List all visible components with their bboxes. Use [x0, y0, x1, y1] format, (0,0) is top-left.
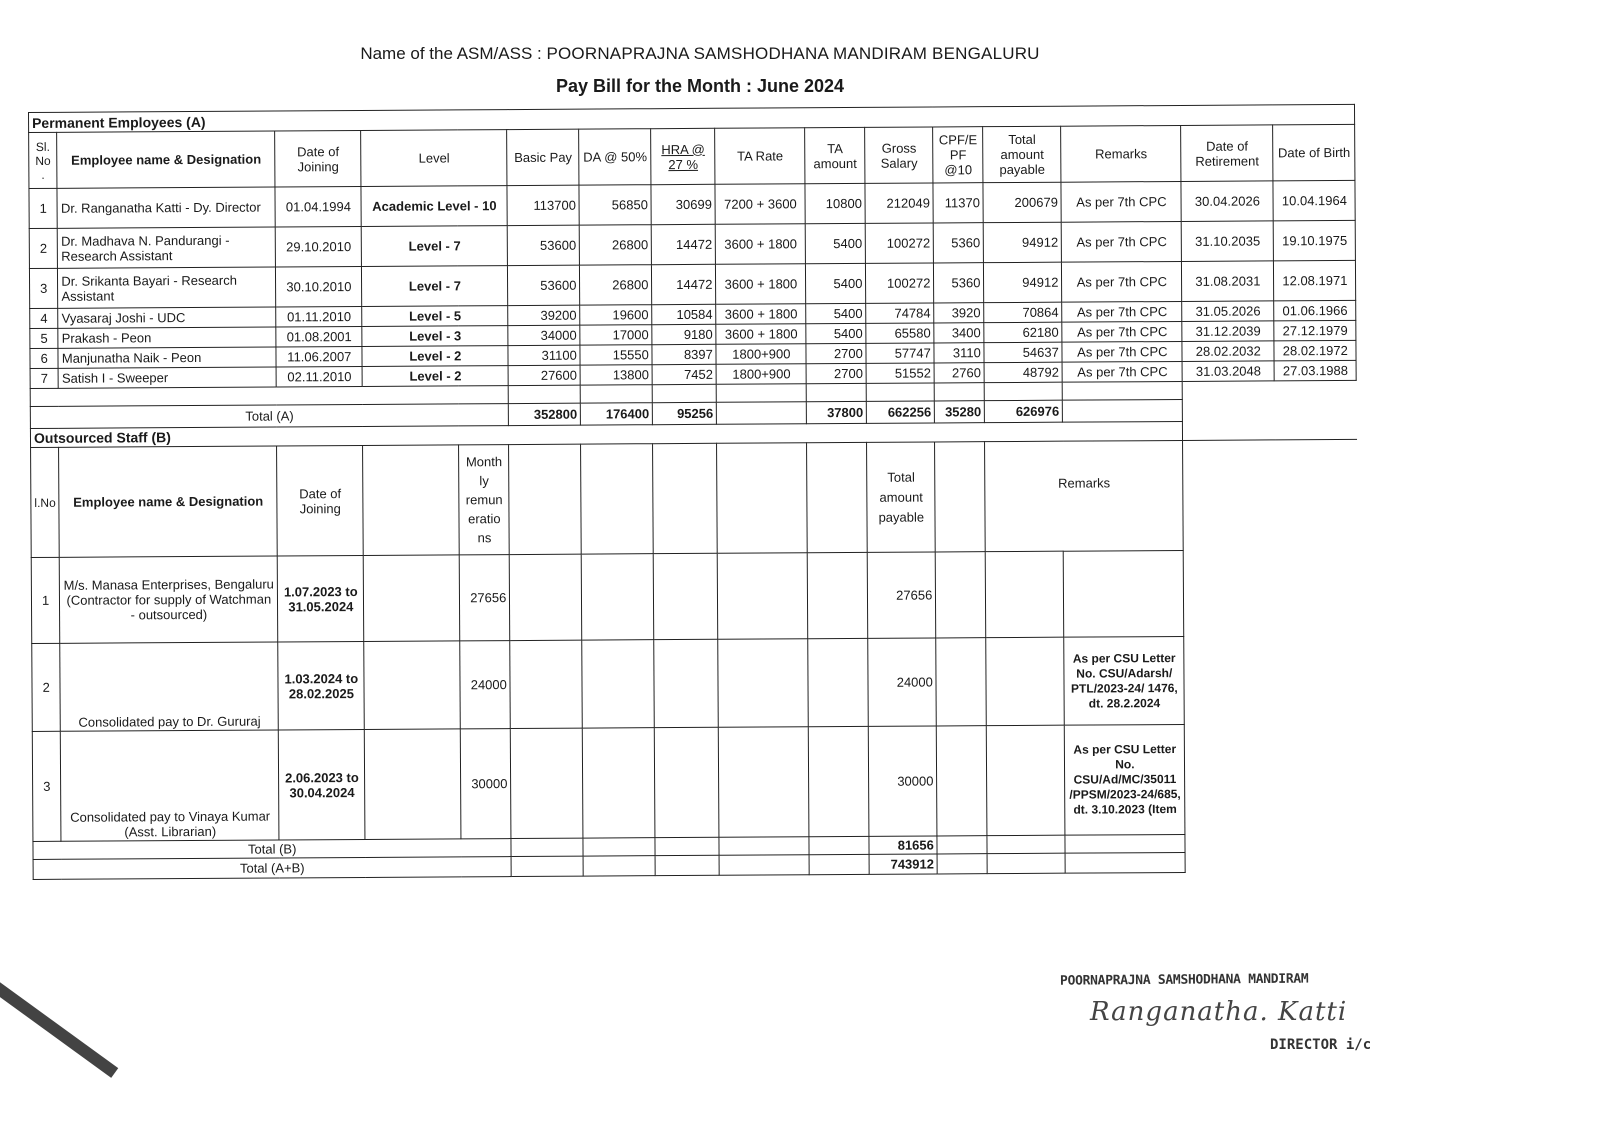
total-payable: 30000 — [869, 726, 938, 836]
ta-rate: 3600 + 1800 — [716, 304, 806, 325]
total-a-gross: 662256 — [867, 401, 935, 423]
ta-amount: 5400 — [806, 303, 866, 323]
col-header-ta-amount: TA amount — [805, 127, 865, 183]
section-label-outsourced: Outsourced Staff (B) — [30, 421, 1182, 447]
date-of-joining: 01.08.2001 — [276, 326, 362, 347]
col-header-cpf: CPF/E PF @10 — [933, 127, 983, 183]
ta-amount: 5400 — [806, 323, 866, 343]
col-header-name: Employee name & Designation — [59, 446, 278, 557]
date-of-joining: 2.06.2023 to 30.04.2024 — [279, 729, 366, 840]
date-of-joining: 02.11.2010 — [276, 366, 362, 387]
ta-rate: 7200 + 3600 — [715, 184, 805, 225]
date-of-joining: 01.04.1994 — [275, 186, 361, 227]
cpf: 3400 — [934, 323, 984, 343]
total-payable: 24000 — [868, 638, 937, 726]
col-header-name: Employee name & Designation — [57, 131, 275, 188]
employee-name: Dr. Ranganatha Katti - Dy. Director — [57, 187, 275, 228]
monthly-remuneration: 24000 — [460, 641, 511, 729]
row-sl: 7 — [30, 368, 58, 388]
date-of-birth: 27.03.1988 — [1274, 360, 1356, 381]
cpf: 3920 — [934, 303, 984, 323]
employee-name: Dr. Madhava N. Pandurangi - Research Assistant — [58, 227, 276, 268]
date-of-retirement: 31.03.2048 — [1182, 361, 1274, 382]
total-payable: 94912 — [984, 222, 1062, 262]
col-header-sl: Sl. No . — [29, 132, 58, 188]
institution-name: POORNAPRAJNA SAMSHODHANA MANDIRAM BENGALURU — [546, 44, 1040, 63]
employee-name: Consolidated pay to Vinaya Kumar (Asst. Librarian) — [61, 730, 280, 841]
cpf: 5360 — [934, 223, 984, 263]
remarks: As per 7th CPC — [1062, 341, 1182, 362]
total-payable: 27656 — [868, 552, 937, 638]
document-title: Pay Bill for the Month : June 2024 — [555, 76, 845, 96]
total-ab-payable: 743912 — [869, 854, 937, 874]
total-a-payable: 626976 — [985, 400, 1063, 422]
col-header-doj: Date of Joining — [277, 445, 364, 556]
date-of-birth: 12.08.1971 — [1274, 260, 1356, 301]
col-header-remarks: Remarks — [985, 440, 1184, 551]
col-header-doj: Date of Joining — [275, 130, 361, 187]
row-sl: 6 — [30, 348, 58, 368]
hra: 8397 — [652, 344, 716, 364]
col-header-total: Total amount payable — [867, 442, 936, 552]
date-of-birth: 01.06.1966 — [1274, 300, 1356, 321]
hra: 7452 — [652, 364, 716, 384]
ta-amount: 5400 — [806, 223, 866, 263]
hra: 30699 — [651, 184, 715, 224]
total-b-label: Total (B) — [33, 839, 511, 860]
level: Level - 7 — [362, 226, 508, 267]
col-header-basic: Basic Pay — [507, 129, 579, 185]
designation-stamp: DIRECTOR i/c — [1270, 1037, 1372, 1053]
document-header-line — [0, 44, 1400, 64]
col-header-level: Level — [361, 130, 507, 187]
ta-rate: 1800+900 — [716, 344, 806, 365]
basic-pay: 113700 — [507, 185, 579, 225]
gross-salary: 51552 — [866, 363, 934, 383]
total-ab-label: Total (A+B) — [33, 857, 511, 880]
basic-pay: 34000 — [508, 325, 580, 345]
col-header-da: DA @ 50% — [579, 129, 651, 185]
employee-name: Manjunatha Naik - Peon — [58, 347, 276, 368]
cpf: 5360 — [934, 263, 984, 303]
row-sl: 5 — [30, 328, 58, 348]
da: 26800 — [580, 225, 652, 265]
date-of-joining: 30.10.2010 — [276, 266, 362, 307]
level: Level - 3 — [362, 326, 508, 347]
remarks: As per 7th CPC — [1062, 361, 1182, 382]
remarks: As per 7th CPC — [1062, 301, 1182, 322]
remarks: As per CSU Letter No. CSU/Adarsh/ PTL/2023-24/ 1476, dt. 28.2.2024 — [1064, 636, 1185, 725]
pay-bill-sheet — [28, 104, 1360, 880]
section-label-permanent: Permanent Employees (A) — [29, 104, 1355, 132]
col-header-gross: Gross Salary — [865, 127, 933, 183]
remarks: As per CSU Letter No. CSU/Ad/MC/35011 /PPSM/2023-24/685, dt. 3.10.2023 (Item — [1065, 724, 1186, 835]
ta-rate: 3600 + 1800 — [716, 224, 806, 265]
institution-stamp: POORNAPRAJNA SAMSHODHANA MANDIRAM — [1059, 971, 1309, 989]
col-header-retirement: Date of Retirement — [1181, 125, 1273, 182]
row-sl: 2 — [29, 228, 58, 268]
remarks: As per 7th CPC — [1061, 181, 1181, 222]
level: Level - 5 — [362, 306, 508, 327]
employee-name: Vyasaraj Joshi - UDC — [58, 307, 276, 328]
col-header-remarks: Remarks — [1061, 125, 1181, 182]
total-a-basic: 352800 — [509, 403, 581, 425]
col-header-sl: l.No — [31, 447, 60, 557]
da: 13800 — [580, 365, 652, 385]
row-sl: 1 — [29, 188, 58, 228]
gross-salary: 65580 — [866, 323, 934, 343]
date-of-retirement: 31.05.2026 — [1182, 301, 1274, 322]
gross-salary: 100272 — [866, 223, 934, 263]
basic-pay: 53600 — [508, 225, 580, 265]
total-b-payable: 81656 — [869, 836, 937, 854]
da: 15550 — [580, 345, 652, 365]
ta-rate: 1800+900 — [716, 364, 806, 385]
gross-salary: 57747 — [866, 343, 934, 363]
level: Level - 2 — [362, 366, 508, 387]
date-of-joining: 11.06.2007 — [276, 346, 362, 367]
col-header-monthly: Month ly remun eratio ns — [459, 445, 510, 555]
ta-amount: 2700 — [806, 363, 866, 383]
da: 19600 — [580, 305, 652, 325]
date-of-retirement: 31.12.2039 — [1182, 321, 1274, 342]
table-row — [32, 635, 1359, 731]
date-of-retirement: 31.10.2035 — [1182, 221, 1274, 262]
ta-amount: 2700 — [806, 343, 866, 363]
date-of-birth: 27.12.1979 — [1274, 320, 1356, 341]
gross-salary: 212049 — [865, 183, 933, 223]
hra: 9180 — [652, 324, 716, 344]
hra: 14472 — [652, 224, 716, 264]
total-payable: 48792 — [984, 362, 1062, 382]
total-a-hra: 95256 — [653, 402, 717, 424]
employee-name: M/s. Manasa Enterprises, Bengaluru (Contractor for supply of Watchman - outsourced) — [60, 556, 279, 643]
gross-salary: 74784 — [866, 303, 934, 323]
date-of-birth: 10.04.1964 — [1273, 180, 1355, 221]
date-of-birth: 19.10.1975 — [1274, 220, 1356, 261]
handwritten-signature: Ranganatha. Katti — [1090, 997, 1348, 1027]
ta-rate: 3600 + 1800 — [716, 324, 806, 345]
signature-block — [1060, 972, 1460, 1053]
remarks: As per 7th CPC — [1062, 321, 1182, 342]
row-sl: 3 — [32, 731, 61, 841]
total-a-da: 176400 — [581, 403, 653, 425]
monthly-remuneration: 27656 — [460, 555, 511, 641]
row-sl: 4 — [30, 308, 58, 328]
date-of-joining: 29.10.2010 — [276, 226, 362, 267]
cpf: 3110 — [934, 343, 984, 363]
employee-name: Satish I - Sweeper — [58, 367, 276, 388]
date-of-retirement: 28.02.2032 — [1182, 341, 1274, 362]
basic-pay: 53600 — [508, 265, 580, 305]
ta-rate: 3600 + 1800 — [716, 264, 806, 305]
hra: 10584 — [652, 304, 716, 324]
total-a-cpf: 35280 — [935, 401, 985, 423]
col-header-ta-rate: TA Rate — [715, 128, 805, 185]
folded-corner-shadow — [0, 974, 118, 1078]
ta-amount: 5400 — [806, 263, 866, 303]
basic-pay: 39200 — [508, 305, 580, 325]
total-a-ta-amount: 37800 — [807, 401, 867, 423]
level: Academic Level - 10 — [361, 186, 507, 227]
remarks — [1064, 550, 1185, 637]
date-of-joining: 1.07.2023 to 31.05.2024 — [278, 555, 365, 642]
basic-pay: 27600 — [508, 365, 580, 385]
permanent-header-row — [29, 124, 1356, 188]
remarks: As per 7th CPC — [1062, 221, 1182, 262]
cpf: 11370 — [933, 183, 983, 223]
level: Level - 7 — [362, 266, 508, 307]
da: 26800 — [580, 265, 652, 305]
total-payable: 70864 — [984, 302, 1062, 322]
table-row — [31, 549, 1358, 643]
basic-pay: 31100 — [508, 345, 580, 365]
row-sl: 3 — [29, 268, 58, 308]
row-sl: 2 — [32, 643, 61, 731]
employee-name: Consolidated pay to Dr. Gururaj — [60, 642, 279, 731]
date-of-birth: 28.02.1972 — [1274, 340, 1356, 361]
ta-amount: 10800 — [805, 183, 865, 223]
total-payable: 200679 — [983, 182, 1061, 222]
date-of-joining: 01.11.2010 — [276, 306, 362, 327]
employee-name: Prakash - Peon — [58, 327, 276, 348]
table-row — [32, 723, 1359, 841]
total-payable: 54637 — [984, 342, 1062, 362]
da: 56850 — [579, 185, 651, 225]
date-of-retirement: 31.08.2031 — [1182, 261, 1274, 302]
remarks: As per 7th CPC — [1062, 261, 1182, 302]
hra: 14472 — [652, 264, 716, 304]
level: Level - 2 — [362, 346, 508, 367]
cpf: 2760 — [934, 363, 984, 383]
col-header-total: Total amount payable — [983, 126, 1061, 182]
da: 17000 — [580, 325, 652, 345]
col-header-hra: HRA @ 27 % — [651, 128, 715, 184]
date-of-retirement: 30.04.2026 — [1181, 181, 1273, 222]
monthly-remuneration: 30000 — [461, 729, 512, 839]
gross-salary: 100272 — [866, 263, 934, 303]
pay-bill-table — [28, 104, 1360, 880]
total-payable: 62180 — [984, 322, 1062, 342]
total-a-label: Total (A) — [30, 404, 508, 429]
date-of-joining: 1.03.2024 to 28.02.2025 — [278, 641, 365, 730]
total-payable: 94912 — [984, 262, 1062, 302]
employee-name: Dr. Srikanta Bayari - Research Assistant — [58, 267, 276, 308]
outsourced-header-row — [31, 439, 1358, 557]
col-header-birth: Date of Birth — [1273, 124, 1355, 180]
header-label: Name of the ASM/ASS : — [360, 44, 547, 63]
row-sl: 1 — [31, 557, 60, 643]
